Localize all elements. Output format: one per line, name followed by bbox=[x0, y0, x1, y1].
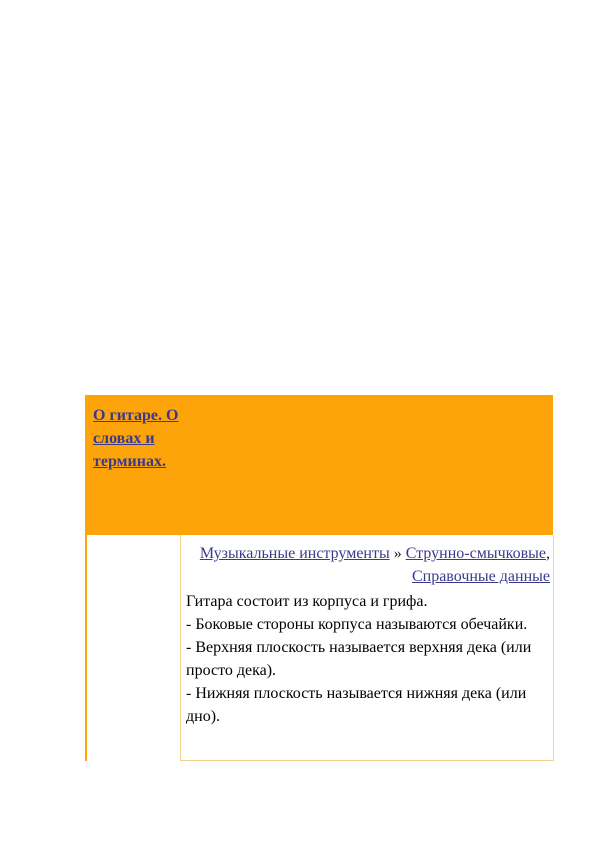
title-link[interactable]: О гитаре. О словах и терминах. bbox=[93, 407, 179, 470]
breadcrumb-link-instruments[interactable]: Музыкальные инструменты bbox=[199, 545, 390, 562]
article-body bbox=[186, 590, 548, 728]
body-line-1: Гитара состоит из корпуса и грифа. bbox=[186, 593, 428, 610]
breadcrumb-link-reference[interactable]: Справочные данные bbox=[411, 568, 550, 585]
body-line-4: - Нижняя плоскость называется нижняя дека (или дно). bbox=[186, 685, 527, 725]
breadcrumb bbox=[196, 542, 550, 588]
breadcrumb-comma: , bbox=[546, 545, 550, 562]
breadcrumb-separator: » bbox=[389, 545, 406, 562]
body-line-2: - Боковые стороны корпуса называются обечайки. bbox=[186, 616, 528, 633]
left-border-strip bbox=[85, 535, 87, 761]
body-line-3: - Верхняя плоскость называется верхняя дека (или просто дека). bbox=[186, 639, 532, 679]
breadcrumb-link-strings[interactable]: Струнно-смычковые bbox=[405, 545, 546, 562]
